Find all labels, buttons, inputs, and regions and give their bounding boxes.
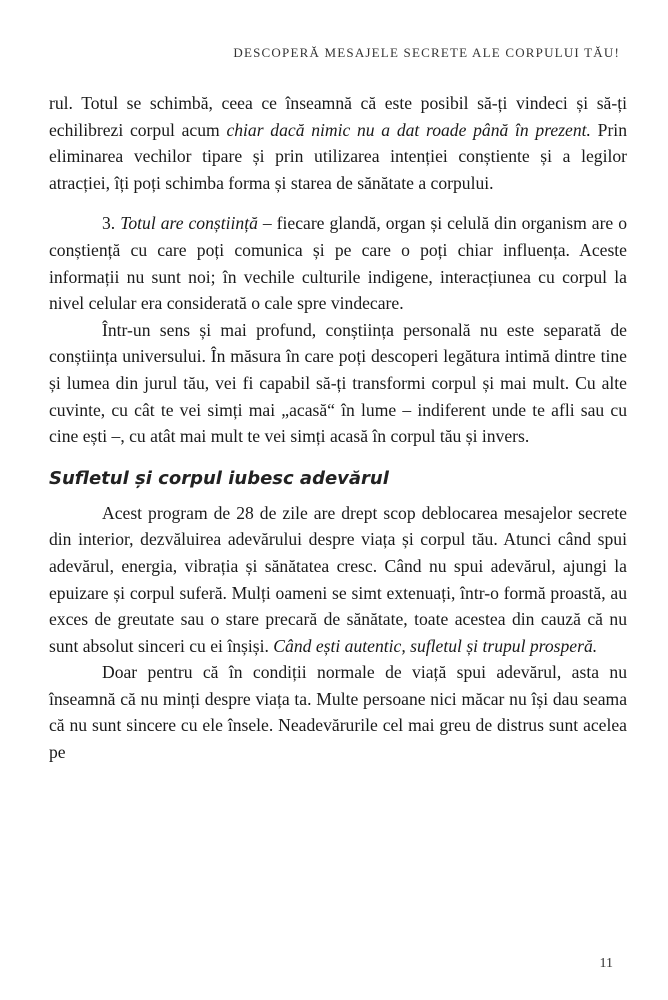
page-body [49, 90, 627, 766]
paragraph-4-text: Acest program de 28 de zile are drept scop deblocarea mesajelor secrete din interior, dezvăluirea adevărului despre viața și corpul tău. Atunci când spui adevărul, energia, vibrația și sănătatea cresc. Când nu spui adevărul, ajungi la epuizare și corpul suferă. Mulți oameni se simt extenuați, într-o formă proastă, au exces de greutate sau o stare precară de sănătate, toate acestea din cauză că nu sunt absolut sinceri cu ei înșiși. [49, 502, 627, 656]
running-header: DESCOPERĂ MESAJELE SECRETE ALE CORPULUI TĂU! [233, 45, 620, 60]
point-text: – fiecare glandă, organ și celulă din organism are o conștiență cu care poți comunica și pe care o poți chiar influența. Aceste informații nu sunt noi; în vechile culturile indigene, interacțiunea cu corpul la nivel celular era considerată o cale spre vindecare. [49, 213, 628, 314]
paragraph-point-3 [49, 210, 627, 316]
paragraph-consciousness: Într-un sens și mai profund, conștiința personală nu este separată de conștiința universului. În măsura în care poți descoperi legătura intimă dintre tine și lumea din jurul tău, vei fi capabil să-ți transformi corpul și mai mult. Cu alte cuvinte, cu cât te vei simți mai „acasă“ în lume – indiferent unde te afli sau cu cine ești –, cu atât mai mult te vei simți acasă în corpul tău și invers. [49, 319, 627, 447]
paragraph-4-emphasis: Când ești autentic, sufletul și trupul prosperă. [273, 635, 598, 656]
paragraph-program [49, 500, 627, 660]
paragraph-truth: Doar pentru că în condiții normale de viață spui adevărul, asta nu înseamnă că nu minți despre viața ta. Multe persoane nici măcar nu își dau seama că nu sunt sincere cu ele însele. Neadevărurile cel mai greu de distrus sunt acelea pe [49, 662, 627, 763]
page-number: 11 [599, 956, 613, 971]
section-heading: Sufletul și corpul iubesc adevărul [49, 467, 389, 489]
paragraph-continuation [49, 90, 627, 196]
paragraph-1-text-b: Prin eliminarea vechilor tipare și prin utilizarea intenției conștiente și a legilor atracției, îți poți schimba forma și starea de sănătate a corpului. [49, 119, 627, 193]
point-number: 3. [102, 213, 121, 234]
paragraph-1-emphasis: chiar dacă nimic nu a dat roade până în prezent. [226, 119, 591, 140]
paragraph-1-text-a: rul. Totul se schimbă, ceea ce înseamnă că este posibil să-ți vindeci și să-ți echilibrezi corpul acum [49, 93, 627, 140]
point-title: Totul are conștiință [120, 213, 258, 234]
